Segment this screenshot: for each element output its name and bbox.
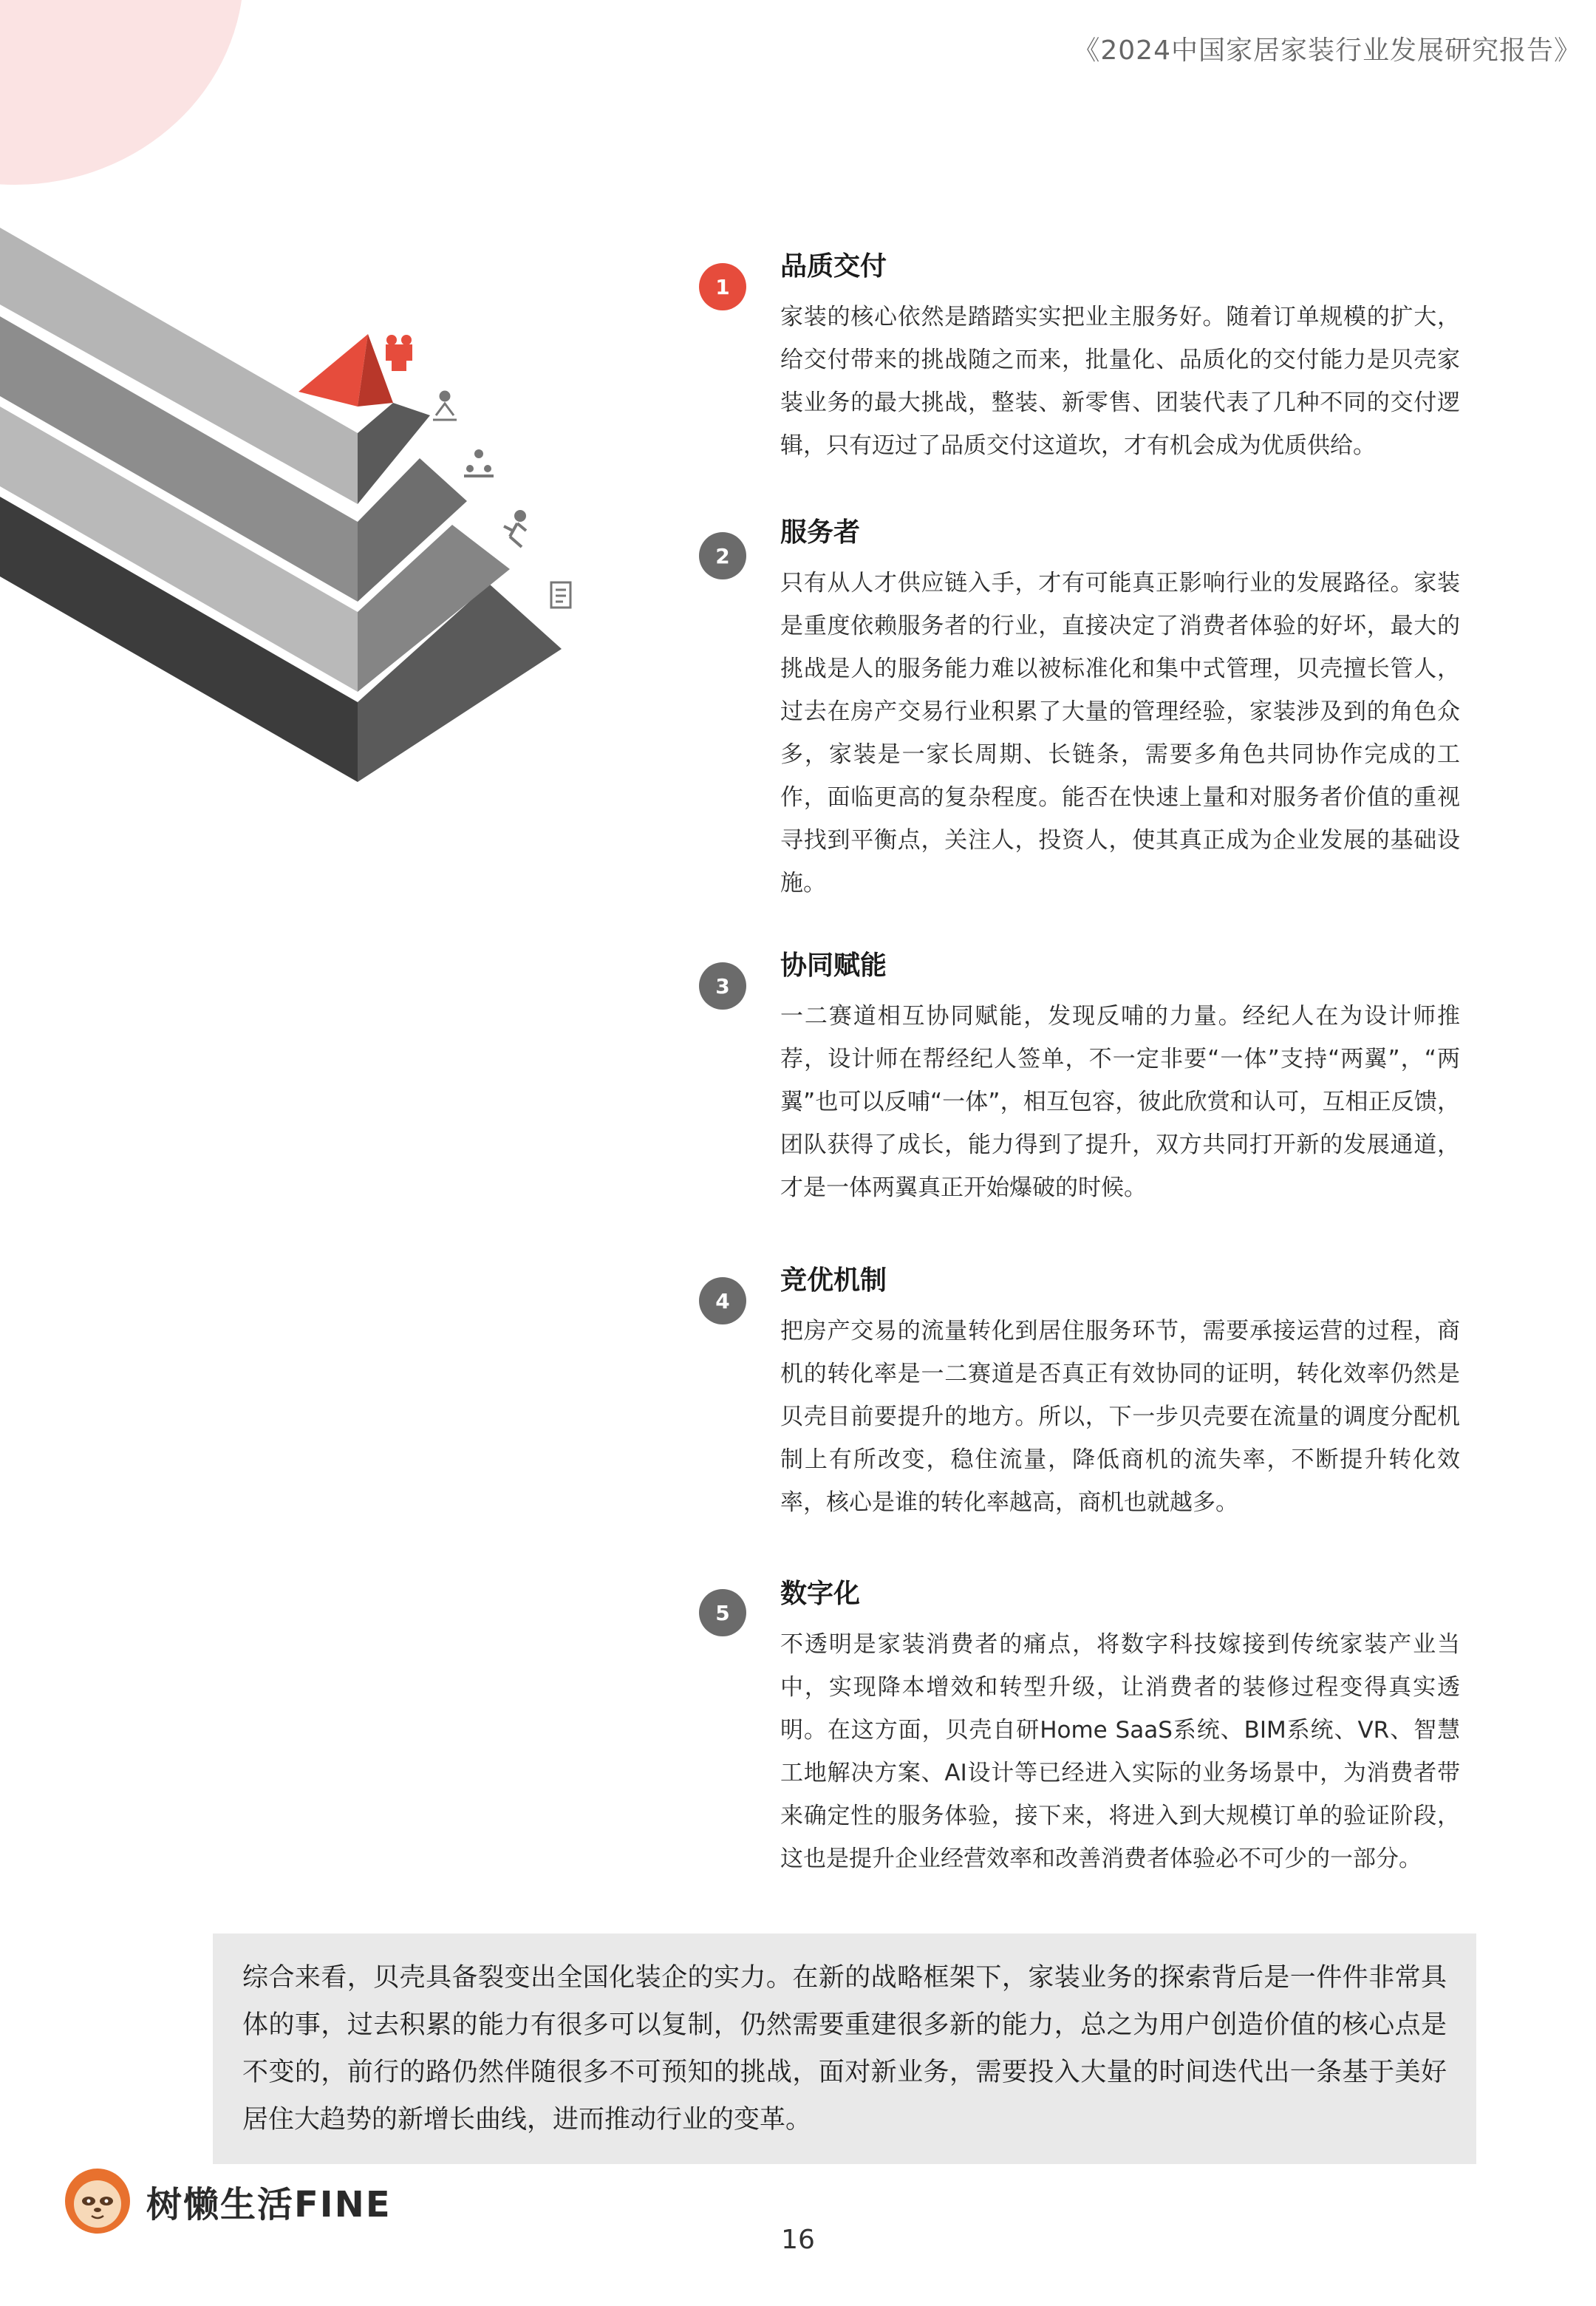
summary-box: 综合来看，贝壳具备裂变出全国化装企的实力。在新的战略框架下，家装业务的探索背后是一件件非常具体的事，过去积累的能力有很多可以复制，仍然需要重建很多新的能力，总之为用户创造价值的核心点是不变的，前行的路仍然伴随很多不可预知的挑战，面对新业务，需要投入大量的时间迭代出一条基于美好居住大趋势的新增长曲线，进而推动行业的变革。 — [213, 1933, 1476, 2164]
section-number-badge: 4 — [699, 1277, 746, 1324]
section-number-badge: 5 — [699, 1589, 746, 1636]
section-synergy-empowerment — [702, 948, 1463, 1209]
section-body: 只有从人才供应链入手，才有可能真正影响行业的发展路径。家装是重度依赖服务者的行业，直接决定了消费者体验的好坏，最大的挑战是人的服务能力难以被标准化和集中式管理，贝壳擅长管人，过去在房产交易行业积累了大量的管理经验，家装涉及到的角色众多，家装是一家长周期、长链条，需要多角色共同协作完成的工作，面临更高的复杂程度。能否在快速上量和对服务者价值的重视寻找到平衡点，关注人，投资人，使其真正成为企业发展的基础设施。 — [780, 570, 1460, 897]
section-number-badge: 3 — [699, 962, 746, 1010]
section-service-providers — [702, 514, 1463, 905]
page-number: 16 — [781, 2225, 815, 2255]
brand-logo — [59, 2166, 392, 2237]
sloth-logo-icon — [59, 2166, 136, 2237]
section-heading: 数字化 — [780, 1579, 861, 1609]
team-hierarchy-icon — [464, 449, 494, 477]
running-person-icon — [504, 511, 526, 547]
section-heading: 服务者 — [780, 517, 861, 548]
section-body: 把房产交易的流量转化到居住服务环节，需要承接运营的过程，商机的转化率是一二赛道是否真正有效协同的证明，转化效率仍然是贝壳目前要提升的地方。所以，下一步贝壳要在流量的调度分配机制上有所改变，稳住流量，降低商机的流失率，不断提升转化效率，核心是谁的转化率越高，商机也就越多。 — [780, 1318, 1460, 1516]
meditation-person-icon — [433, 392, 457, 420]
section-competition-mechanism — [702, 1262, 1463, 1524]
decorative-corner-circle — [0, 0, 244, 185]
pyramid-illustration — [0, 222, 606, 783]
section-digitalization — [702, 1576, 1463, 1880]
section-body: 不透明是家装消费者的痛点，将数字科技嫁接到传统家装产业当中，实现降本增效和转型升级，让消费者的装修过程变得真实透明。在这方面，贝壳自研Home SaaS系统、BIM系统、VR、智慧工地解决方案、AI设计等已经进入实际的业务场景中，为消费者带来确定性的服务体验，接下来，将进入到大规模订单的验证阶段，这也是提升企业经营效率和改善消费者体验必不可少的一部分。 — [780, 1631, 1460, 1872]
section-body: 家装的核心依然是踏踏实实把业主服务好。随着订单规模的扩大，给交付带来的挑战随之而来，批量化、品质化的交付能力是贝壳家装业务的最大挑战，整装、新零售、团装代表了几种不同的交付逻辑，只有迈过了品质交付这道坎，才有机会成为优质供给。 — [780, 304, 1460, 459]
section-quality-delivery — [702, 248, 1463, 467]
section-number-badge: 2 — [699, 532, 746, 579]
document-icon — [551, 582, 570, 608]
section-heading: 协同赋能 — [780, 950, 887, 981]
section-heading: 竞优机制 — [780, 1265, 887, 1296]
gift-icon — [386, 335, 412, 371]
pyramid-apex-left — [299, 334, 368, 407]
section-body: 一二赛道相互协同赋能，发现反哺的力量。经纪人在为设计师推荐，设计师在帮经纪人签单，不一定非要“一体”支持“两翼”，“两翼”也可以反哺“一体”，相互包容，彼此欣赏和认可，互相正反馈，团队获得了成长，能力得到了提升，双方共同打开新的发展通道，才是一体两翼真正开始爆破的时候。 — [780, 1003, 1460, 1201]
brand-name: 树懒生活FINE — [146, 2183, 392, 2225]
section-heading: 品质交付 — [780, 251, 887, 282]
report-title: 《2024中国家居家装行业发展研究报告》 — [1073, 35, 1581, 66]
section-number-badge: 1 — [699, 263, 746, 310]
